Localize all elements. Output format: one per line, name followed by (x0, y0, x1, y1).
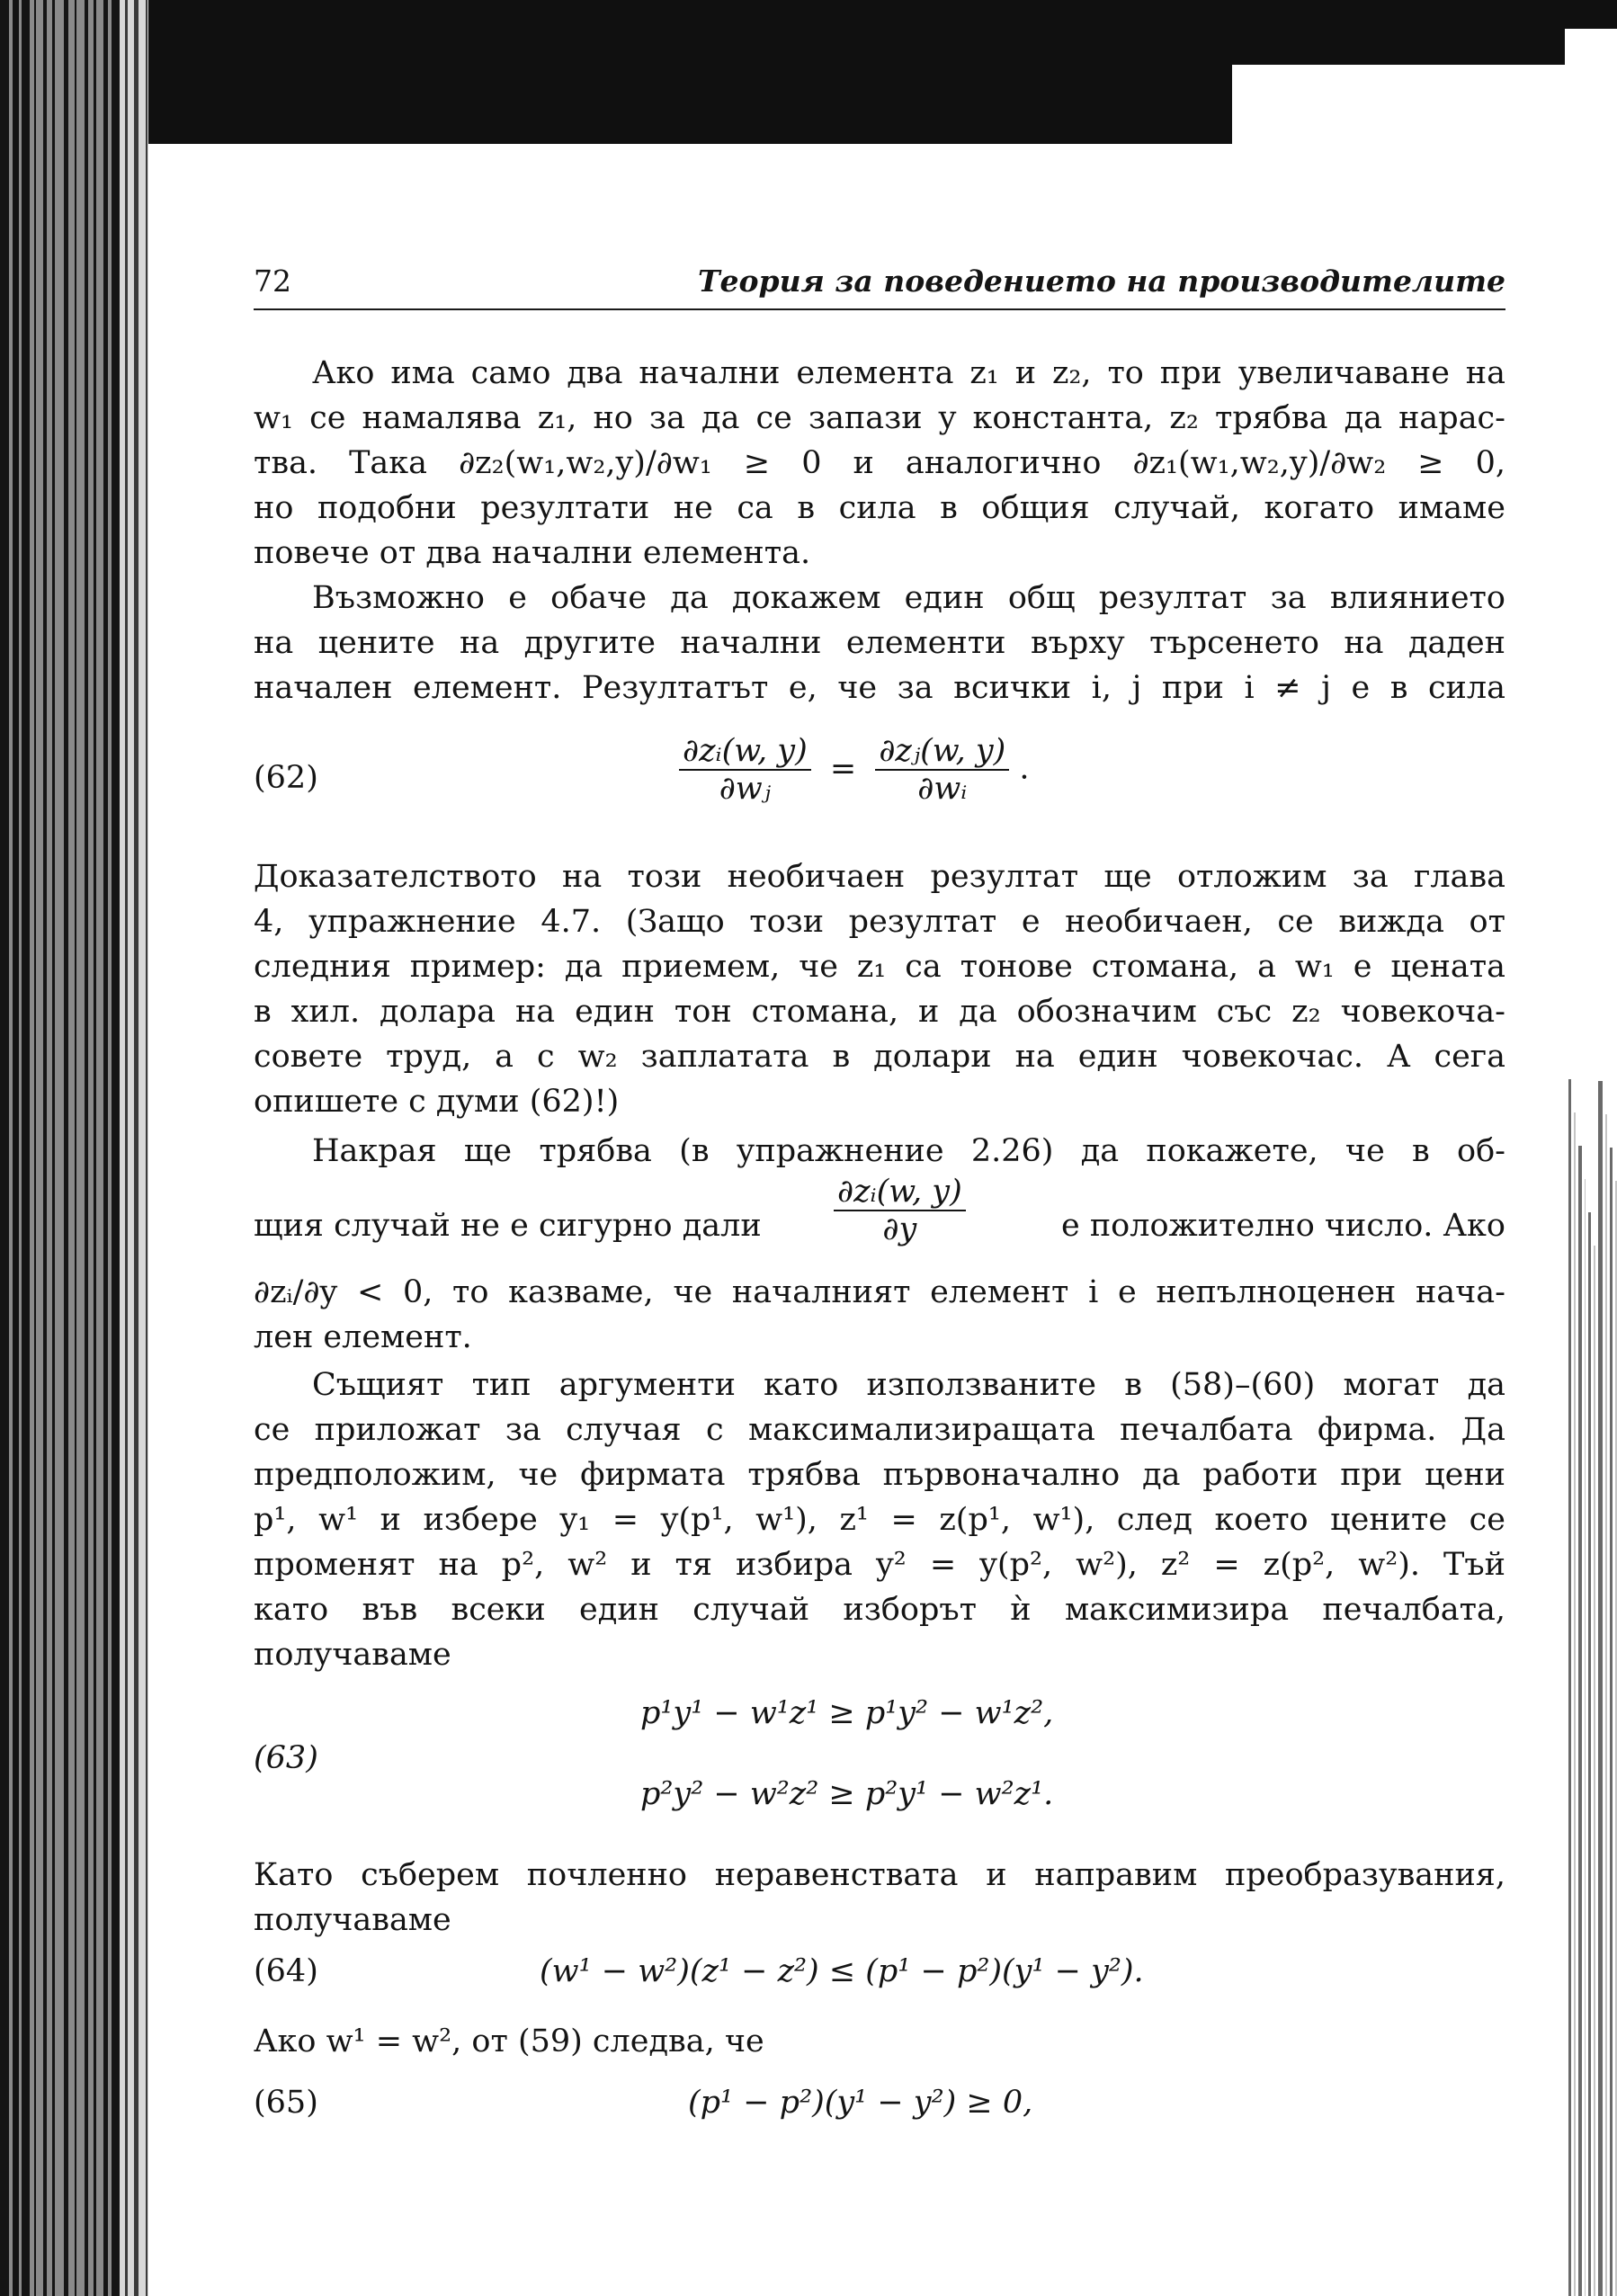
text-line: на цените на другите начални елементи върху търсенето на даден (254, 625, 1505, 661)
scan-stripe (96, 0, 103, 2296)
equation-65: (p¹ − p²)(y¹ − y²) ≥ 0, (688, 2085, 1033, 2121)
scan-stripe (13, 0, 19, 2296)
text-line: Като съберем почленно неравенствата и направим преобразувания, (254, 1857, 1505, 1893)
paragraph-4-continued (254, 1270, 1505, 1360)
equation-63-line-1: p¹y¹ − w¹z¹ ≥ p¹y² − w¹z², (640, 1695, 1054, 1731)
scan-stripe (55, 0, 64, 2296)
fraction-denominator: ∂y (882, 1211, 917, 1247)
text-line: предположим, че фирмата трябва първоначално да работи при цени (254, 1457, 1505, 1493)
scan-stripe (147, 0, 148, 2296)
text-line: Ако w¹ = w², от (59) следва, че (254, 2024, 764, 2059)
scan-stripe (1605, 1114, 1607, 2296)
text-line: като във всеки един случай изборът ѝ максимизира печалбата, (254, 1592, 1505, 1628)
paragraph-4 (254, 1129, 1505, 1174)
text-line: в хил. долара на един тон стомана, и да обозначим със z₂ човекоча- (254, 994, 1505, 1030)
scan-stripe (112, 0, 120, 2296)
scan-stripe (0, 0, 9, 2296)
scan-stripe (76, 0, 85, 2296)
scan-shadow-top (0, 0, 1617, 144)
scan-stripe (138, 0, 146, 2296)
text-segment: щия случай не е сигурно дали (254, 1208, 762, 1244)
text-line: Възможно е обаче да докажем един общ резултат за влиянието (312, 580, 1505, 616)
fraction-numerator: ∂zⱼ(w, y) (875, 733, 1009, 771)
fraction-denominator: ∂wⱼ (719, 771, 772, 807)
paragraph-5 (254, 1362, 1505, 1677)
scan-stripe (1610, 1148, 1613, 2296)
page-number: 72 (254, 264, 291, 299)
text-line: Същият тип аргументи като използваните в (58)–(60) могат да (312, 1367, 1505, 1403)
text-line: но подобни резултати не са в сила в общия случай, когато имаме (254, 490, 1505, 526)
equation-punctuation: . (1019, 750, 1030, 787)
scan-stripe (1588, 1212, 1591, 2296)
text-line: променят на p², w² и тя избира y² = y(p², w²), z² = z(p², w²). Тъй (254, 1547, 1505, 1583)
equation-number-63: (63) (254, 1740, 318, 1776)
inline-fraction (834, 1174, 966, 1247)
paragraph-1 (254, 351, 1505, 576)
text-line: ∂zᵢ/∂y < 0, то казваме, че началният елемент i е непълноценен нача- (254, 1274, 1505, 1310)
scan-stripe (1598, 1081, 1603, 2296)
paragraph-2 (254, 576, 1505, 710)
scan-stripe (22, 0, 30, 2296)
text-line: опишете с думи (62)!) (254, 1084, 620, 1120)
scan-binding-left (0, 0, 148, 2296)
text-line: 4, упражнение 4.7. (Защо този резултат е необичаен, се вижда от (254, 904, 1505, 940)
text-line: повече от два начални елемента. (254, 535, 811, 571)
scan-stripe (1585, 1179, 1586, 2296)
scan-edge-right (1565, 1079, 1617, 2296)
equation-62-lhs-fraction (679, 733, 811, 807)
equation-relation: = (829, 750, 857, 787)
running-title: Теория за поведението на производителите (697, 264, 1505, 299)
paragraph-7 (254, 2019, 1505, 2064)
paragraph-4-inline-fraction-line (254, 1174, 1505, 1273)
equation-number-62: (62) (254, 760, 318, 796)
scan-stripe (1574, 1112, 1576, 2296)
scan-stripe (128, 0, 134, 2296)
text-line: p¹, w¹ и избере y₁ = y(p¹, w¹), z¹ = z(p¹, w¹), след което цените се (254, 1502, 1505, 1538)
text-line: получаваме (254, 1902, 451, 1938)
equation-62 (679, 733, 1030, 807)
scan-stripe (36, 0, 43, 2296)
text-line: w₁ се намалява z₁, но за да се запази y константа, z₂ трябва да нарас- (254, 400, 1505, 436)
text-line: Доказателството на този необичаен резултат ще отложим за глава (254, 859, 1505, 895)
equation-63-line-2: p²y² − w²z² ≥ p²y¹ − w²z¹. (640, 1776, 1054, 1812)
scan-stripe (1578, 1146, 1582, 2296)
scan-stripe (1568, 1079, 1571, 2296)
paragraph-3 (254, 854, 1505, 1124)
equation-number-64: (64) (254, 1953, 318, 1989)
text-line: следния пример: да приемем, че z₁ са тонове стомана, а w₁ е цената (254, 949, 1505, 985)
text-line: тва. Така ∂z₂(w₁,w₂,y)/∂w₁ ≥ 0 и аналогично ∂z₁(w₁,w₂,y)/∂w₂ ≥ 0, (254, 445, 1505, 481)
text-line: совете труд, а с w₂ заплатата в долари на един човекочас. А сега (254, 1039, 1505, 1075)
text-segment: е положително число. Ако (1061, 1208, 1505, 1244)
fraction-numerator: ∂zᵢ(w, y) (679, 733, 811, 771)
fraction-denominator: ∂wᵢ (917, 771, 968, 807)
scan-stripe (1594, 1246, 1595, 2296)
page-header (254, 255, 1505, 310)
text-line: Ако има само два начални елемента z₁ и z₂, то при увеличаване на (312, 355, 1505, 391)
text-line: начален елемент. Резултатът е, че за всички i, j при i ≠ j е в сила (254, 670, 1505, 706)
text-line: се приложат за случая с максимализиращата печалбата фирма. Да (254, 1412, 1505, 1448)
text-line: получаваме (254, 1637, 451, 1673)
scan-stripe (68, 0, 75, 2296)
text-line: Накрая ще трябва (в упражнение 2.26) да покажете, че в об- (312, 1133, 1505, 1169)
equation-number-65: (65) (254, 2085, 318, 2121)
equation-64: (w¹ − w²)(z¹ − z²) ≤ (p¹ − p²)(y¹ − y²). (540, 1953, 1144, 1989)
text-line: лен елемент. (254, 1319, 472, 1355)
equation-62-rhs-fraction (875, 733, 1009, 807)
paragraph-6 (254, 1853, 1505, 1943)
fraction-numerator: ∂zᵢ(w, y) (834, 1174, 966, 1211)
